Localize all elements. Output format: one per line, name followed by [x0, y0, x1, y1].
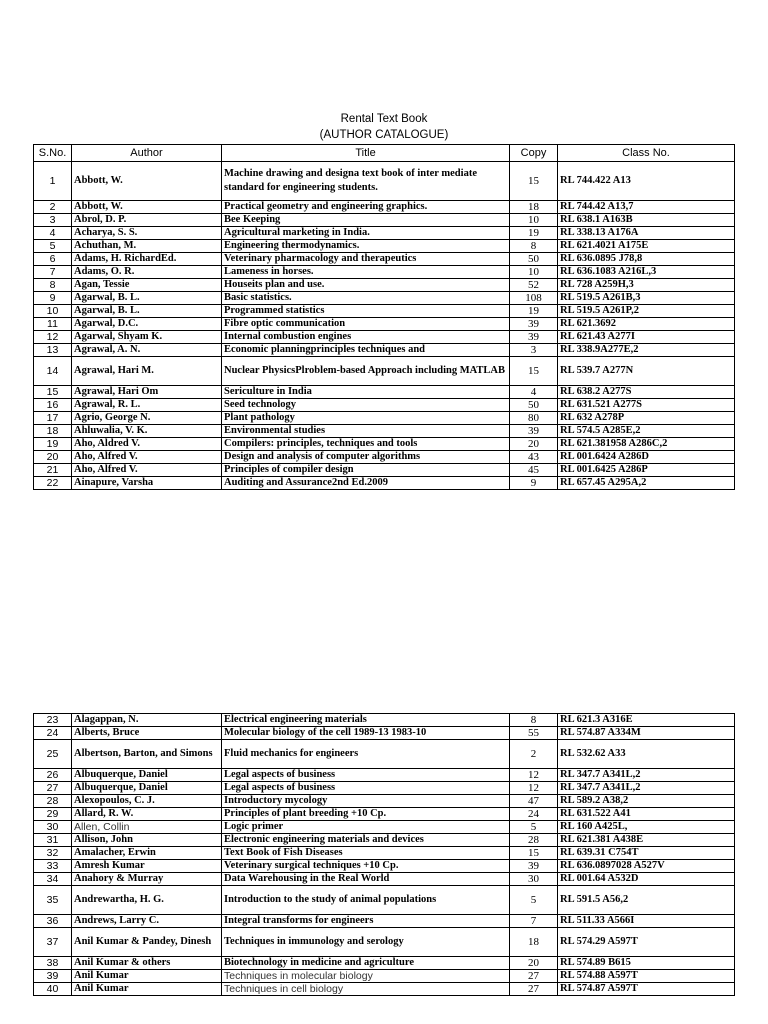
- cell-author: Allen, Collin: [72, 821, 222, 834]
- header-title: Title: [222, 145, 510, 162]
- cell-classno: RL 347.7 A341L,2: [558, 782, 735, 795]
- cell-copy: 12: [510, 782, 558, 795]
- header-author: Author: [72, 145, 222, 162]
- table-row: [34, 821, 735, 834]
- cell-title: Auditing and Assurance2nd Ed.2009: [222, 477, 510, 490]
- cell-sno: 28: [34, 795, 72, 808]
- cell-classno: RL 639.31 C754T: [558, 847, 735, 860]
- cell-author: Amresh Kumar: [72, 860, 222, 873]
- cell-author: Allison, John: [72, 834, 222, 847]
- cell-title: Introductory mycology: [222, 795, 510, 808]
- cell-author: Agarwal, Shyam K.: [72, 331, 222, 344]
- cell-sno: 36: [34, 915, 72, 928]
- cell-author: Aho, Alfred V.: [72, 464, 222, 477]
- table-row: [34, 740, 735, 769]
- cell-author: Andrews, Larry C.: [72, 915, 222, 928]
- cell-title: Internal combustion engines: [222, 331, 510, 344]
- table-row: [34, 782, 735, 795]
- cell-title: Environmental studies: [222, 425, 510, 438]
- cell-copy: 43: [510, 451, 558, 464]
- cell-author: Anil Kumar & Pandey, Dinesh: [72, 928, 222, 957]
- cell-title: Fibre optic communication: [222, 318, 510, 331]
- cell-sno: 4: [34, 227, 72, 240]
- cell-classno: RL 160 A425L,: [558, 821, 735, 834]
- table-row: [34, 727, 735, 740]
- cell-title: Techniques in cell biology: [222, 983, 510, 996]
- cell-sno: 9: [34, 292, 72, 305]
- header-row: [34, 145, 735, 162]
- cell-title: Programmed statistics: [222, 305, 510, 318]
- cell-title: Integral transforms for engineers: [222, 915, 510, 928]
- cell-classno: RL 574.89 B615: [558, 957, 735, 970]
- cell-copy: 15: [510, 162, 558, 201]
- cell-sno: 40: [34, 983, 72, 996]
- cell-title: Nuclear PhysicsPlroblem-based Approach including MATLAB: [222, 357, 510, 386]
- cell-sno: 5: [34, 240, 72, 253]
- cell-sno: 30: [34, 821, 72, 834]
- cell-copy: 50: [510, 399, 558, 412]
- cell-classno: RL 574.87 A597T: [558, 983, 735, 996]
- cell-sno: 18: [34, 425, 72, 438]
- cell-classno: RL 511.33 A566I: [558, 915, 735, 928]
- table-row: [34, 915, 735, 928]
- cell-classno: RL 591.5 A56,2: [558, 886, 735, 915]
- cell-sno: 22: [34, 477, 72, 490]
- table-row: [34, 970, 735, 983]
- cell-copy: 4: [510, 386, 558, 399]
- cell-classno: RL 001.6425 A286P: [558, 464, 735, 477]
- cell-author: Agrawal, A. N.: [72, 344, 222, 357]
- cell-author: Abrol, D. P.: [72, 214, 222, 227]
- cell-title: Principles of compiler design: [222, 464, 510, 477]
- cell-copy: 10: [510, 214, 558, 227]
- cell-author: Alberts, Bruce: [72, 727, 222, 740]
- table-row: [34, 714, 735, 727]
- catalogue-table-bottom: [33, 713, 735, 996]
- cell-classno: RL 001.6424 A286D: [558, 451, 735, 464]
- cell-sno: 38: [34, 957, 72, 970]
- cell-copy: 55: [510, 727, 558, 740]
- cell-classno: RL 574.87 A334M: [558, 727, 735, 740]
- cell-classno: RL 621.43 A277I: [558, 331, 735, 344]
- table-row: [34, 886, 735, 915]
- cell-copy: 3: [510, 344, 558, 357]
- cell-classno: RL 657.45 A295A,2: [558, 477, 735, 490]
- cell-copy: 45: [510, 464, 558, 477]
- cell-copy: 52: [510, 279, 558, 292]
- cell-title: Plant pathology: [222, 412, 510, 425]
- cell-author: Amalacher, Erwin: [72, 847, 222, 860]
- cell-sno: 17: [34, 412, 72, 425]
- cell-author: Agarwal, B. L.: [72, 292, 222, 305]
- cell-copy: 50: [510, 253, 558, 266]
- cell-author: Anahory & Murray: [72, 873, 222, 886]
- table-row: [34, 412, 735, 425]
- table-row: [34, 808, 735, 821]
- cell-author: Agrawal, R. L.: [72, 399, 222, 412]
- cell-copy: 15: [510, 847, 558, 860]
- cell-copy: 39: [510, 425, 558, 438]
- cell-author: Albuquerque, Daniel: [72, 782, 222, 795]
- cell-copy: 20: [510, 957, 558, 970]
- cell-title: Introduction to the study of animal populations: [222, 886, 510, 915]
- cell-classno: RL 632 A278P: [558, 412, 735, 425]
- cell-title: Compilers: principles, techniques and tools: [222, 438, 510, 451]
- table-row: [34, 227, 735, 240]
- cell-title: Agricultural marketing in India.: [222, 227, 510, 240]
- cell-title: Data Warehousing in the Real World: [222, 873, 510, 886]
- cell-sno: 23: [34, 714, 72, 727]
- cell-title: Molecular biology of the cell 1989-13 1983-10: [222, 727, 510, 740]
- table-row: [34, 425, 735, 438]
- cell-copy: 5: [510, 821, 558, 834]
- cell-sno: 7: [34, 266, 72, 279]
- cell-copy: 9: [510, 477, 558, 490]
- cell-sno: 20: [34, 451, 72, 464]
- cell-title: Fluid mechanics for engineers: [222, 740, 510, 769]
- cell-sno: 21: [34, 464, 72, 477]
- table-row: [34, 464, 735, 477]
- cell-title: Principles of plant breeding +10 Cp.: [222, 808, 510, 821]
- cell-title: Legal aspects of business: [222, 782, 510, 795]
- table-row: [34, 331, 735, 344]
- table-row: [34, 873, 735, 886]
- table-row: [34, 318, 735, 331]
- cell-author: Agarwal, D.C.: [72, 318, 222, 331]
- cell-copy: 39: [510, 331, 558, 344]
- cell-title: Machine drawing and designa text book of inter mediate standard for engineering students.: [222, 162, 510, 201]
- cell-author: Agrawal, Hari M.: [72, 357, 222, 386]
- cell-sno: 24: [34, 727, 72, 740]
- cell-author: Agan, Tessie: [72, 279, 222, 292]
- cell-classno: RL 728 A259H,3: [558, 279, 735, 292]
- header-copy: Copy: [510, 145, 558, 162]
- cell-classno: RL 532.62 A33: [558, 740, 735, 769]
- catalogue-subtitle: (AUTHOR CATALOGUE): [319, 129, 449, 141]
- cell-sno: 1: [34, 162, 72, 201]
- header-classno: Class No.: [558, 145, 735, 162]
- cell-classno: RL 744.422 A13: [558, 162, 735, 201]
- table-row: [34, 201, 735, 214]
- cell-sno: 33: [34, 860, 72, 873]
- cell-copy: 2: [510, 740, 558, 769]
- cell-sno: 8: [34, 279, 72, 292]
- cell-classno: RL 631.522 A41: [558, 808, 735, 821]
- cell-author: Andrewartha, H. G.: [72, 886, 222, 915]
- cell-title: Techniques in immunology and serology: [222, 928, 510, 957]
- cell-sno: 3: [34, 214, 72, 227]
- cell-copy: 5: [510, 886, 558, 915]
- table-row: [34, 357, 735, 386]
- cell-copy: 12: [510, 769, 558, 782]
- cell-title: Basic statistics.: [222, 292, 510, 305]
- cell-classno: RL 347.7 A341L,2: [558, 769, 735, 782]
- cell-title: Sericulture in India: [222, 386, 510, 399]
- table-row: [34, 795, 735, 808]
- cell-sno: 34: [34, 873, 72, 886]
- cell-sno: 32: [34, 847, 72, 860]
- cell-title: Logic primer: [222, 821, 510, 834]
- catalogue-title: Rental Text Book: [340, 113, 428, 125]
- cell-copy: 39: [510, 318, 558, 331]
- cell-sno: 13: [34, 344, 72, 357]
- cell-copy: 7: [510, 915, 558, 928]
- cell-copy: 27: [510, 970, 558, 983]
- cell-sno: 27: [34, 782, 72, 795]
- cell-copy: 15: [510, 357, 558, 386]
- table-row: [34, 399, 735, 412]
- cell-author: Achuthan, M.: [72, 240, 222, 253]
- cell-title: Veterinary surgical techniques +10 Cp.: [222, 860, 510, 873]
- table-row: [34, 847, 735, 860]
- cell-title: Engineering thermodynamics.: [222, 240, 510, 253]
- cell-title: Lameness in horses.: [222, 266, 510, 279]
- cell-copy: 80: [510, 412, 558, 425]
- cell-sno: 35: [34, 886, 72, 915]
- cell-classno: RL 574.29 A597T: [558, 928, 735, 957]
- cell-classno: RL 574.88 A597T: [558, 970, 735, 983]
- cell-sno: 10: [34, 305, 72, 318]
- table-row: [34, 214, 735, 227]
- cell-classno: RL 621.381958 A286C,2: [558, 438, 735, 451]
- cell-classno: RL 744.42 A13,7: [558, 201, 735, 214]
- cell-copy: 108: [510, 292, 558, 305]
- cell-sno: 29: [34, 808, 72, 821]
- table-row: [34, 834, 735, 847]
- cell-classno: RL 589.2 A38,2: [558, 795, 735, 808]
- cell-sno: 26: [34, 769, 72, 782]
- cell-sno: 37: [34, 928, 72, 957]
- cell-classno: RL 539.7 A277N: [558, 357, 735, 386]
- table-row: [34, 983, 735, 996]
- cell-classno: RL 338.9A277E,2: [558, 344, 735, 357]
- cell-author: Anil Kumar: [72, 970, 222, 983]
- cell-classno: RL 631.521 A277S: [558, 399, 735, 412]
- cell-copy: 8: [510, 714, 558, 727]
- cell-copy: 10: [510, 266, 558, 279]
- table-row: [34, 769, 735, 782]
- cell-title: Biotechnology in medicine and agriculture: [222, 957, 510, 970]
- cell-sno: 11: [34, 318, 72, 331]
- cell-copy: 20: [510, 438, 558, 451]
- cell-author: Adams, H. RichardEd.: [72, 253, 222, 266]
- cell-classno: RL 519.5 A261B,3: [558, 292, 735, 305]
- cell-classno: RL 621.3 A316E: [558, 714, 735, 727]
- cell-classno: RL 621.381 A438E: [558, 834, 735, 847]
- cell-title: Design and analysis of computer algorithms: [222, 451, 510, 464]
- cell-sno: 6: [34, 253, 72, 266]
- cell-sno: 14: [34, 357, 72, 386]
- table-row: [34, 240, 735, 253]
- cell-author: Anil Kumar: [72, 983, 222, 996]
- cell-author: Agrio, George N.: [72, 412, 222, 425]
- cell-sno: 19: [34, 438, 72, 451]
- cell-title: Veterinary pharmacology and therapeutics: [222, 253, 510, 266]
- catalogue-table-top: [33, 144, 735, 490]
- table-row: [34, 266, 735, 279]
- cell-author: Abbott, W.: [72, 201, 222, 214]
- cell-author: Alagappan, N.: [72, 714, 222, 727]
- cell-classno: RL 338.13 A176A: [558, 227, 735, 240]
- cell-title: Bee Keeping: [222, 214, 510, 227]
- cell-classno: RL 638.2 A277S: [558, 386, 735, 399]
- cell-author: Anil Kumar & others: [72, 957, 222, 970]
- cell-author: Ahluwalia, V. K.: [72, 425, 222, 438]
- cell-classno: RL 574.5 A285E,2: [558, 425, 735, 438]
- cell-author: Aho, Aldred V.: [72, 438, 222, 451]
- cell-copy: 19: [510, 227, 558, 240]
- table-row: [34, 344, 735, 357]
- cell-sno: 25: [34, 740, 72, 769]
- cell-copy: 19: [510, 305, 558, 318]
- table-row: [34, 253, 735, 266]
- table-row: [34, 860, 735, 873]
- cell-author: Acharya, S. S.: [72, 227, 222, 240]
- table-row: [34, 957, 735, 970]
- cell-copy: 8: [510, 240, 558, 253]
- table-row: [34, 477, 735, 490]
- cell-classno: RL 621.4021 A175E: [558, 240, 735, 253]
- cell-copy: 30: [510, 873, 558, 886]
- cell-copy: 18: [510, 928, 558, 957]
- cell-copy: 47: [510, 795, 558, 808]
- cell-sno: 2: [34, 201, 72, 214]
- cell-classno: RL 636.1083 A216L,3: [558, 266, 735, 279]
- table-row: [34, 305, 735, 318]
- table-row: [34, 292, 735, 305]
- table-row: [34, 451, 735, 464]
- table-row: [34, 928, 735, 957]
- table-row: [34, 438, 735, 451]
- cell-author: Albertson, Barton, and Simons: [72, 740, 222, 769]
- cell-title: Techniques in molecular biology: [222, 970, 510, 983]
- cell-author: Abbott, W.: [72, 162, 222, 201]
- cell-author: Albuquerque, Daniel: [72, 769, 222, 782]
- table-row: [34, 162, 735, 201]
- cell-title: Economic planningprinciples techniques and: [222, 344, 510, 357]
- cell-classno: RL 621.3692: [558, 318, 735, 331]
- cell-sno: 15: [34, 386, 72, 399]
- cell-author: Agrawal, Hari Om: [72, 386, 222, 399]
- cell-copy: 27: [510, 983, 558, 996]
- cell-author: Ainapure, Varsha: [72, 477, 222, 490]
- cell-sno: 12: [34, 331, 72, 344]
- cell-author: Alexopoulos, C. J.: [72, 795, 222, 808]
- cell-copy: 24: [510, 808, 558, 821]
- cell-title: Electrical engineering materials: [222, 714, 510, 727]
- cell-title: Seed technology: [222, 399, 510, 412]
- cell-title: Electronic engineering materials and devices: [222, 834, 510, 847]
- cell-title: Text Book of Fish Diseases: [222, 847, 510, 860]
- cell-author: Agarwal, B. L.: [72, 305, 222, 318]
- cell-title: Legal aspects of business: [222, 769, 510, 782]
- cell-copy: 39: [510, 860, 558, 873]
- cell-copy: 18: [510, 201, 558, 214]
- cell-sno: 31: [34, 834, 72, 847]
- cell-author: Adams, O. R.: [72, 266, 222, 279]
- table-row: [34, 386, 735, 399]
- cell-sno: 39: [34, 970, 72, 983]
- cell-author: Aho, Alfred V.: [72, 451, 222, 464]
- cell-classno: RL 636.0897028 A527V: [558, 860, 735, 873]
- cell-title: Practical geometry and engineering graphics.: [222, 201, 510, 214]
- header-sno: S.No.: [34, 145, 72, 162]
- cell-sno: 16: [34, 399, 72, 412]
- cell-author: Allard, R. W.: [72, 808, 222, 821]
- cell-classno: RL 519.5 A261P,2: [558, 305, 735, 318]
- cell-classno: RL 638.1 A163B: [558, 214, 735, 227]
- table-row: [34, 279, 735, 292]
- cell-title: Houseits plan and use.: [222, 279, 510, 292]
- cell-copy: 28: [510, 834, 558, 847]
- cell-classno: RL 001.64 A532D: [558, 873, 735, 886]
- cell-classno: RL 636.0895 J78,8: [558, 253, 735, 266]
